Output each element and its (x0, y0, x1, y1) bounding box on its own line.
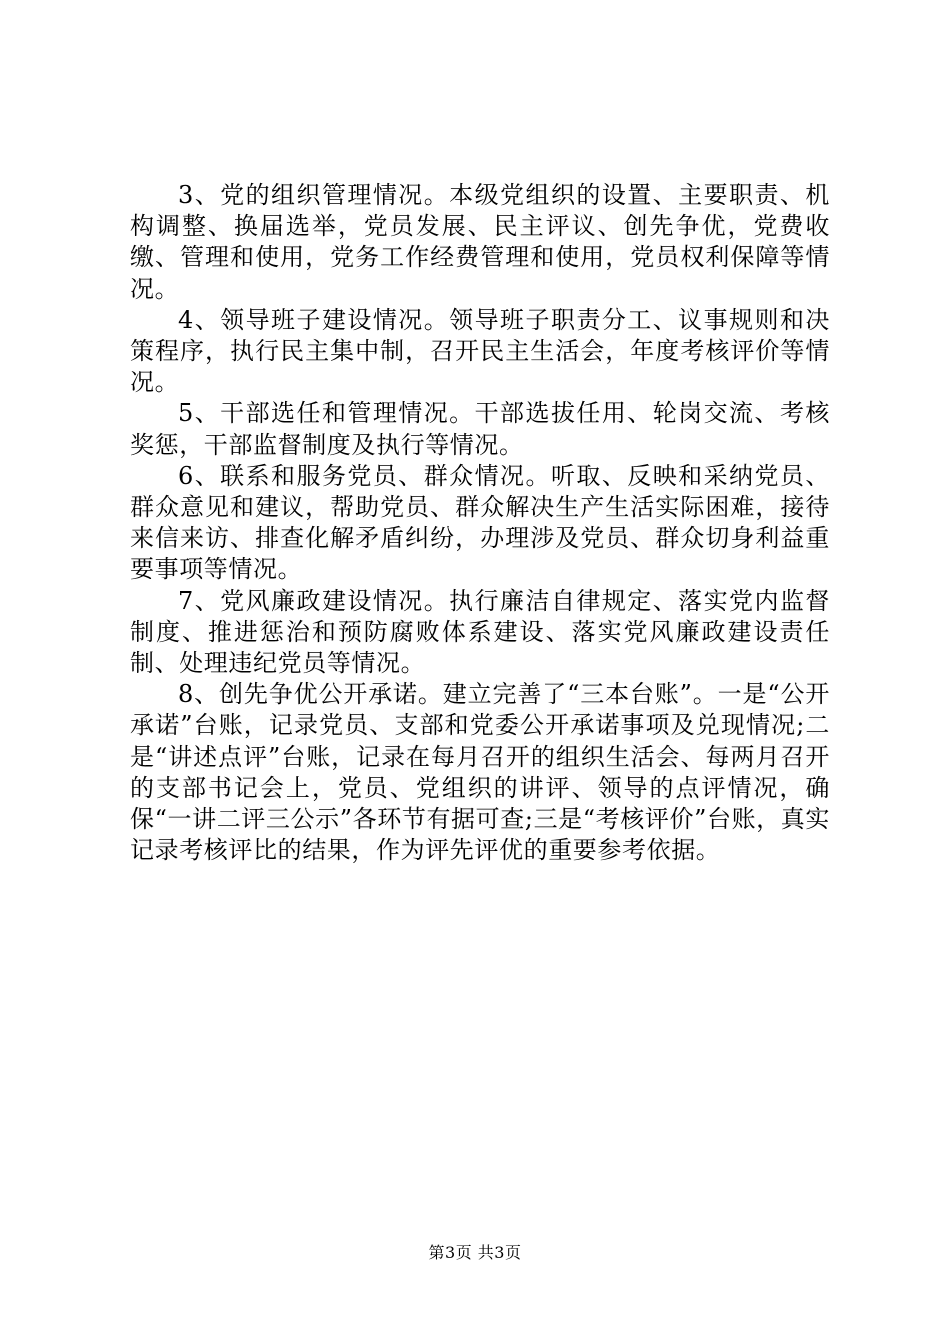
page-footer: 第3页 共3页 (428, 1243, 522, 1262)
paragraph-integrity-building: 7、党风廉政建设情况。执行廉洁自律规定、落实党内监督制度、推进惩治和预防腐败体系建设、落实党风廉政建设责任制、处理违纪党员等情况。 (130, 586, 830, 678)
paragraph-organization-management: 3、党的组织管理情况。本级党组织的设置、主要职责、机构调整、换届选举，党员发展、民主评议、创先争优，党费收缴、管理和使用，党务工作经费管理和使用，党员权利保障等情况。 (130, 181, 830, 303)
paragraph-serving-members: 6、联系和服务党员、群众情况。听取、反映和采纳党员、群众意见和建议，帮助党员、群众解决生产生活实际困难，接待来信来访、排查化解矛盾纠纷，办理涉及党员、群众切身利益重要事项等情况。 (130, 461, 830, 584)
paragraph-leadership-building: 4、领导班子建设情况。领导班子职责分工、议事规则和决策程序，执行民主集中制，召开民主生活会，年度考核评价等情况。 (130, 305, 830, 397)
paragraph-public-commitment: 8、创先争优公开承诺。建立完善了“三本台账”。一是“公开承诺”台账，记录党员、支部和党委公开承诺事项及兑现情况;二是“讲述点评”台账，记录在每月召开的组织生活会、每两月召开的支部书记会上，党员、党组织的讲评、领导的点评情况，确保“一讲二评三公示”各环节有据可查;三是“考核评价”台账，真实记录考核评比的结果，作为评先评优的重要参考依据。 (130, 680, 830, 865)
document-body (130, 180, 830, 866)
paragraph-cadre-selection: 5、干部选任和管理情况。干部选拔任用、轮岗交流、考核奖惩，干部监督制度及执行等情况。 (130, 399, 830, 459)
